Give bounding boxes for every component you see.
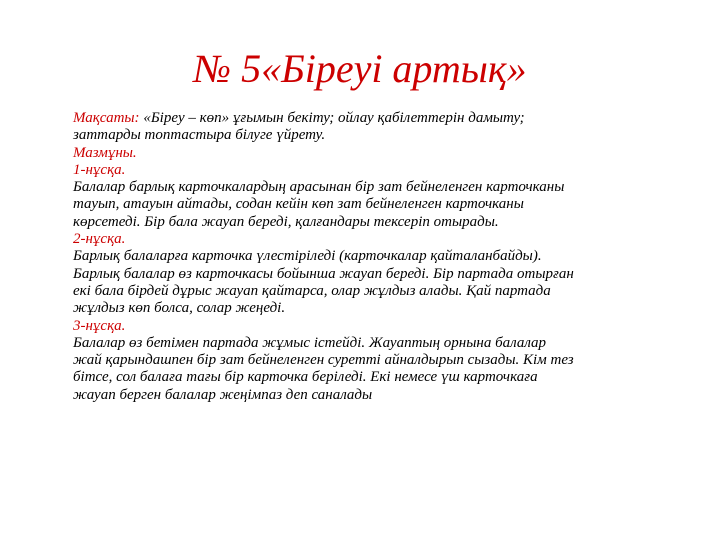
aim-label: Мақсаты: [73,110,140,126]
aim-line-1 [73,110,683,127]
variant-3-text-line: жай қарындашпен бір зат бейнеленген суретті айналдырып сызады. Кім тез [73,352,574,369]
variant-1-text-line: көрсетеді. Бір бала жауап береді, қалғандары тексеріп отырады. [73,213,499,230]
variant-3-text-line: Балалар өз бетімен партада жұмыс істейді. Жауаптың орнына балалар [73,334,547,351]
variant-3-text-line: бітсе, сол балаға тағы бір карточка беріледі. Екі немесе үш карточкаға [73,369,538,386]
variant-3-text-line: жауап берген балалар жеңімпаз деп саналады [73,386,373,403]
variant-1-text-line: тауып, атауын айтады, содан кейін көп зат бейнеленген карточканы [73,196,524,213]
variant-3-label: 3-нұсқа. [73,317,126,334]
slide-title: № 5«Біреуі артық» [193,46,527,91]
slide-body [73,110,683,404]
aim-line-2: заттарды топтастыра білуге үйрету. [73,127,326,144]
variant-1-text-line: Балалар барлық карточкалардың арасынан бір зат бейнеленген карточканы [73,179,565,196]
variant-2-text-line: жұлдыз көп болса, солар жеңеді. [73,300,286,317]
variant-2-text-line: екі бала бірдей дұрыс жауап қайтарса, олар жұлдыз алады. Қай партада [73,282,551,299]
variant-2-label: 2-нұсқа. [73,231,126,248]
aim-text: «Біреу – көп» ұғымын бекіту; ойлау қабілеттерін дамыту; [139,110,525,126]
variant-2-text-line: Барлық балаларға карточка үлестіріледі (карточкалар қайталанбайды). [73,248,542,265]
variant-2-text-line: Барлық балалар өз карточкасы бойынша жауап береді. Бір партада отырған [73,265,574,282]
variant-1-label: 1-нұсқа. [73,161,126,178]
contents-label: Мазмұны. [73,144,137,161]
